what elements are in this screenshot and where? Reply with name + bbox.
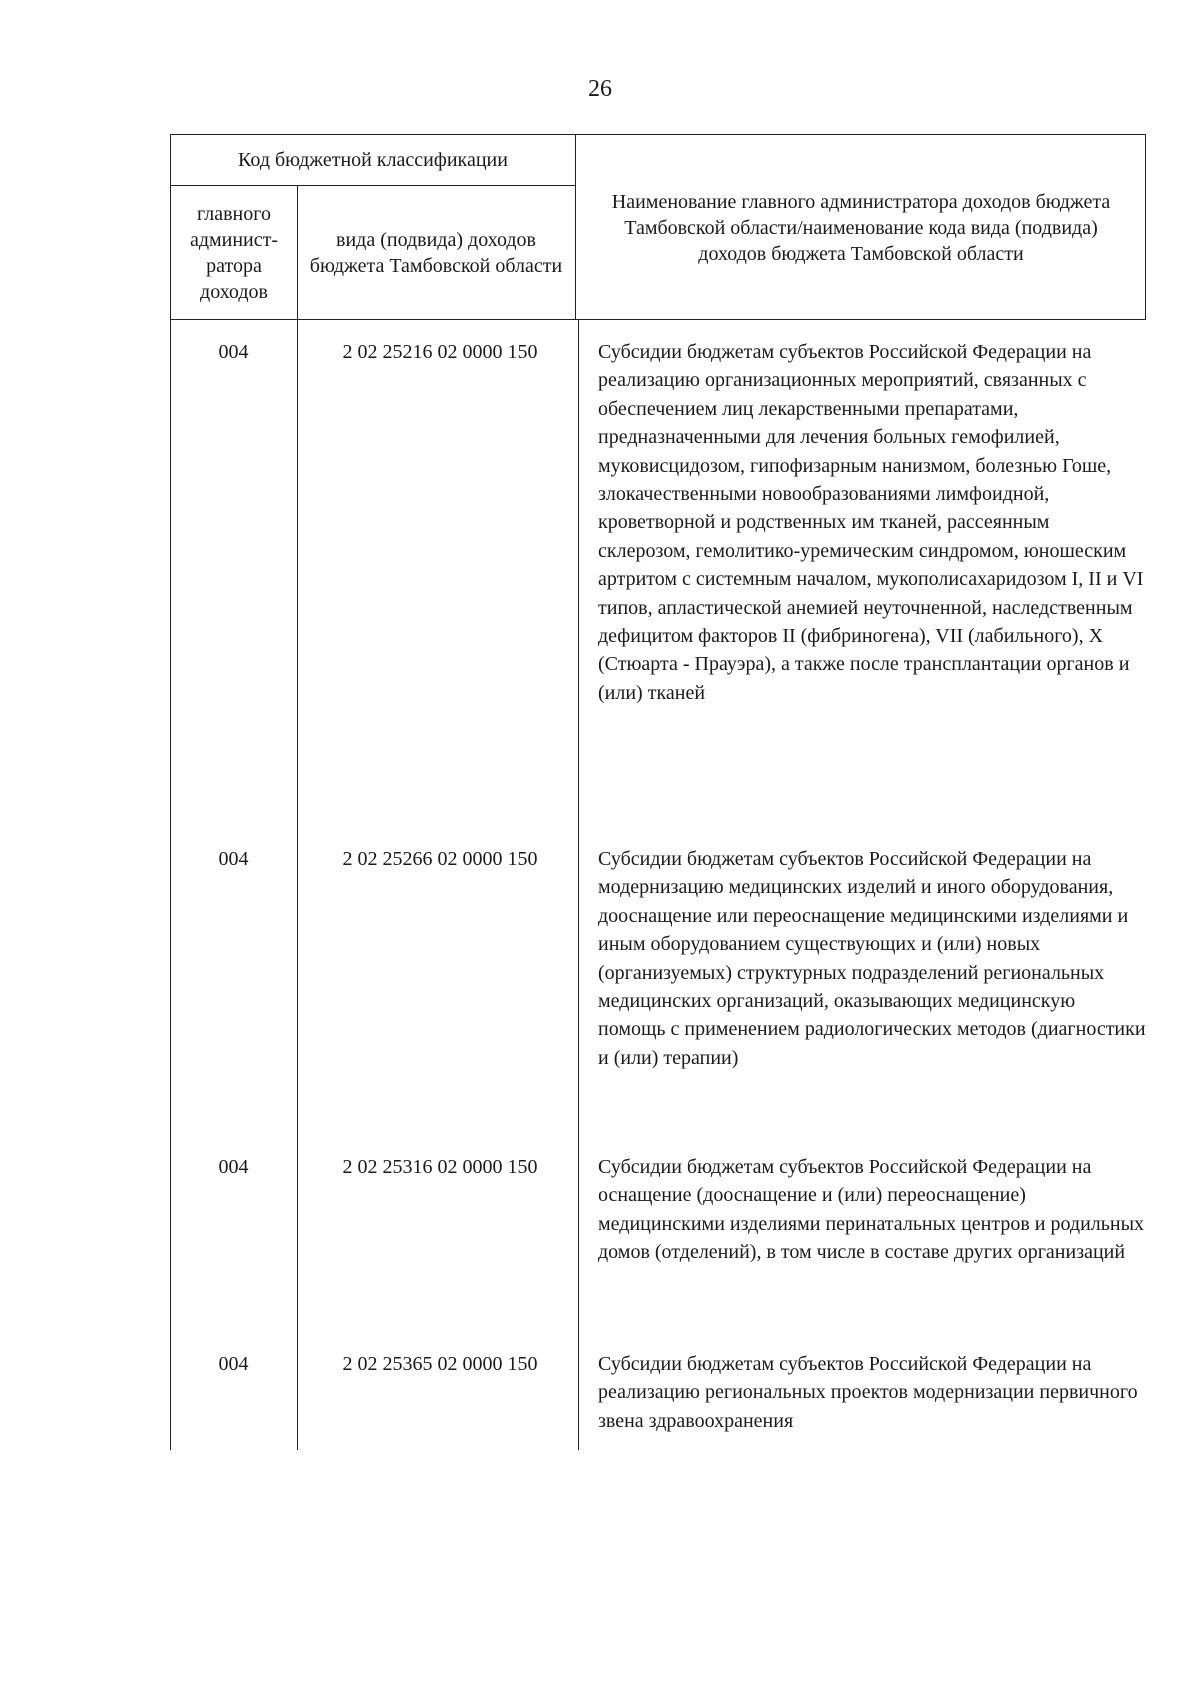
row-income-code: 2 02 25216 02 0000 150 (342, 341, 538, 363)
row-admin-code: 004 (218, 341, 249, 363)
table-header (170, 134, 1146, 320)
row-income-code: 2 02 25365 02 0000 150 (342, 1353, 538, 1375)
page-number: 26 (588, 76, 612, 102)
header-income-type-column: вида (подвида) доходов бюджета Тамбовской области (309, 229, 563, 277)
row-admin-code: 004 (218, 848, 249, 870)
row-income-name: Субсидии бюджетам субъектов Российской Федерации на реализацию организационных мероприятий, связанных с обеспечением лиц лекарственными препаратами, предназначенными для лечения больных гемофилией, муковисцидозом, гипофизарным нанизмом, болезнью Гоше, злокачественными новообразованиями лимфоидной, кроветворной и родственных им тканей, рассеянным склерозом, гемолитико-уремическим синдромом, юношеским артритом с системным началом, мукополисахаридозом I, II и VI типов, апластической анемией неуточненной, наследственным дефицитом факторов II (фибриногена), VII (лабильного), X (Стюарта - Прауэра), а также после трансплантации органов и (или) тканей (598, 341, 1144, 704)
row-admin-code: 004 (218, 1156, 249, 1178)
row-income-name: Субсидии бюджетам субъектов Российской Федерации на модернизацию медицинских изделий и иного оборудования, дооснащение или переоснащение медицинскими изделиями и иным оборудованием существующих и (или) новых (организуемых) структурных подразделений региональных медицинских организаций, оказывающих медицинскую помощь с применением радиологических методов (диагностики и (или) терапии) (598, 848, 1146, 1069)
header-name-column: Наименование главного администратора доходов бюджета Тамбовской области/наименование кода вида (подвида) доходов бюджета Тамбовской области (611, 191, 1111, 265)
row-admin-code: 004 (218, 1353, 249, 1375)
row-income-code: 2 02 25316 02 0000 150 (342, 1156, 538, 1178)
header-kbk-group: Код бюджетной классификации (238, 149, 508, 171)
header-admin-column: главного админист-ратора доходов (189, 203, 279, 303)
body-line-right (578, 320, 579, 1450)
row-income-name: Субсидии бюджетам субъектов Российской Федерации на реализацию региональных проектов модернизации первичного звена здравоохранения (598, 1353, 1138, 1432)
row-income-name: Субсидии бюджетам субъектов Российской Федерации на оснащение (дооснащение и (или) переоснащение) медицинскими изделиями перинатальных центров и родильных домов (отделений), в том числе в составе других организаций (598, 1156, 1145, 1264)
body-line-middle (297, 320, 298, 1450)
body-line-left (170, 320, 171, 1450)
row-income-code: 2 02 25266 02 0000 150 (342, 848, 538, 870)
